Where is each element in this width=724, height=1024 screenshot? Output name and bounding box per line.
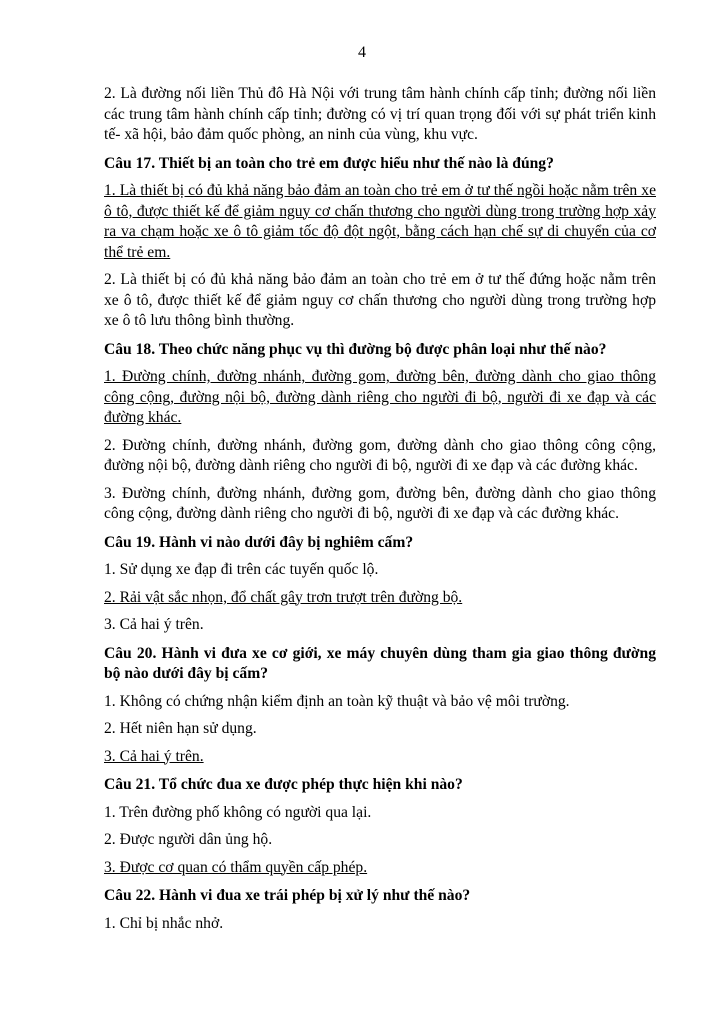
answer-option: 3. Cả hai ý trên. [104,616,204,633]
question-22 [104,886,656,934]
question-17 [104,154,656,332]
answer-option: 3. Cả hai ý trên. [104,747,204,765]
answer-option: 1. Không có chứng nhận kiểm định an toàn kỹ thuật và bảo vệ môi trường. [104,692,570,710]
question-title: Câu 17. Thiết bị an toàn cho trẻ em được hiểu như thế nào là đúng? [104,154,554,172]
answer-option: 3. Được cơ quan có thẩm quyền cấp phép. [104,858,368,876]
answer-option: 2. Là thiết bị có đủ khả năng bảo đảm an toàn cho trẻ em ở tư thế đứng hoặc nằm trên xe ô tô, được thiết kế để giảm nguy cơ chấn thương cho người dùng trong trường hợp xe ô tô lưu thông bình thường. [104,271,656,329]
answer-option: 2. Được người dân ủng hộ. [104,831,273,848]
question-title: Câu 19. Hành vi nào dưới đây bị nghiêm cấm? [104,533,414,551]
answer-option: 1. Trên đường phố không có người qua lại. [104,803,372,821]
answer-option: 3. Đường chính, đường nhánh, đường gom, đường bên, đường dành cho giao thông công cộng, đường dành riêng cho người đi bộ, người đi xe đạp và các đường khác. [104,484,656,522]
question-18 [104,340,656,525]
answer-option: 1. Sử dụng xe đạp đi trên các tuyến quốc lộ. [104,561,379,578]
question-20 [104,644,656,768]
question-title: Câu 22. Hành vi đua xe trái phép bị xử lý như thế nào? [104,887,471,904]
page-content [104,84,656,941]
question-21 [104,775,656,878]
answer-option: 2. Đường chính, đường nhánh, đường gom, đường dành cho giao thông công cộng, đường nội bộ, đường dành riêng cho người đi bộ, người đi xe đạp và các đường khác. [104,436,656,474]
answer-option: 2. Hết niên hạn sử dụng. [104,720,257,737]
answer-option: 1. Chỉ bị nhắc nhở. [104,914,224,932]
answer-option: 2. Rải vật sắc nhọn, đổ chất gây trơn trượt trên đường bộ. [104,588,463,606]
question-19 [104,533,656,636]
answer-option: 1. Là thiết bị có đủ khả năng bảo đảm an toàn cho trẻ em ở tư thế ngồi hoặc nằm trên xe ô tô, được thiết kế để giảm nguy cơ chấn thương cho người dùng trong trường hợp xảy ra va chạm hoặc xe ô tô giảm tốc độ đột ngột, bằng cách hạn chế sự di chuyển của cơ thể trẻ em. [104,182,656,261]
question-title: Câu 18. Theo chức năng phục vụ thì đường bộ được phân loại như thế nào? [104,340,607,358]
answer-option: 1. Đường chính, đường nhánh, đường gom, đường bên, đường dành cho giao thông công cộng, đường nội bộ, đường dành riêng cho người đi bộ, người đi xe đạp và các đường khác. [104,368,656,426]
intro-answer: 2. Là đường nối liền Thủ đô Hà Nội với trung tâm hành chính cấp tỉnh; đường nối liền các trung tâm hành chính cấp tỉnh; đường có vị trí quan trọng đối với sự phát triển kinh tế- xã hội, bảo đảm quốc phòng, an ninh của vùng, khu vực. [104,85,656,143]
page-number: 4 [358,44,366,61]
question-title: Câu 20. Hành vi đưa xe cơ giới, xe máy chuyên dùng tham gia giao thông đường bộ nào dưới đây bị cấm? [104,644,656,682]
question-title: Câu 21. Tổ chức đua xe được phép thực hiện khi nào? [104,776,463,793]
